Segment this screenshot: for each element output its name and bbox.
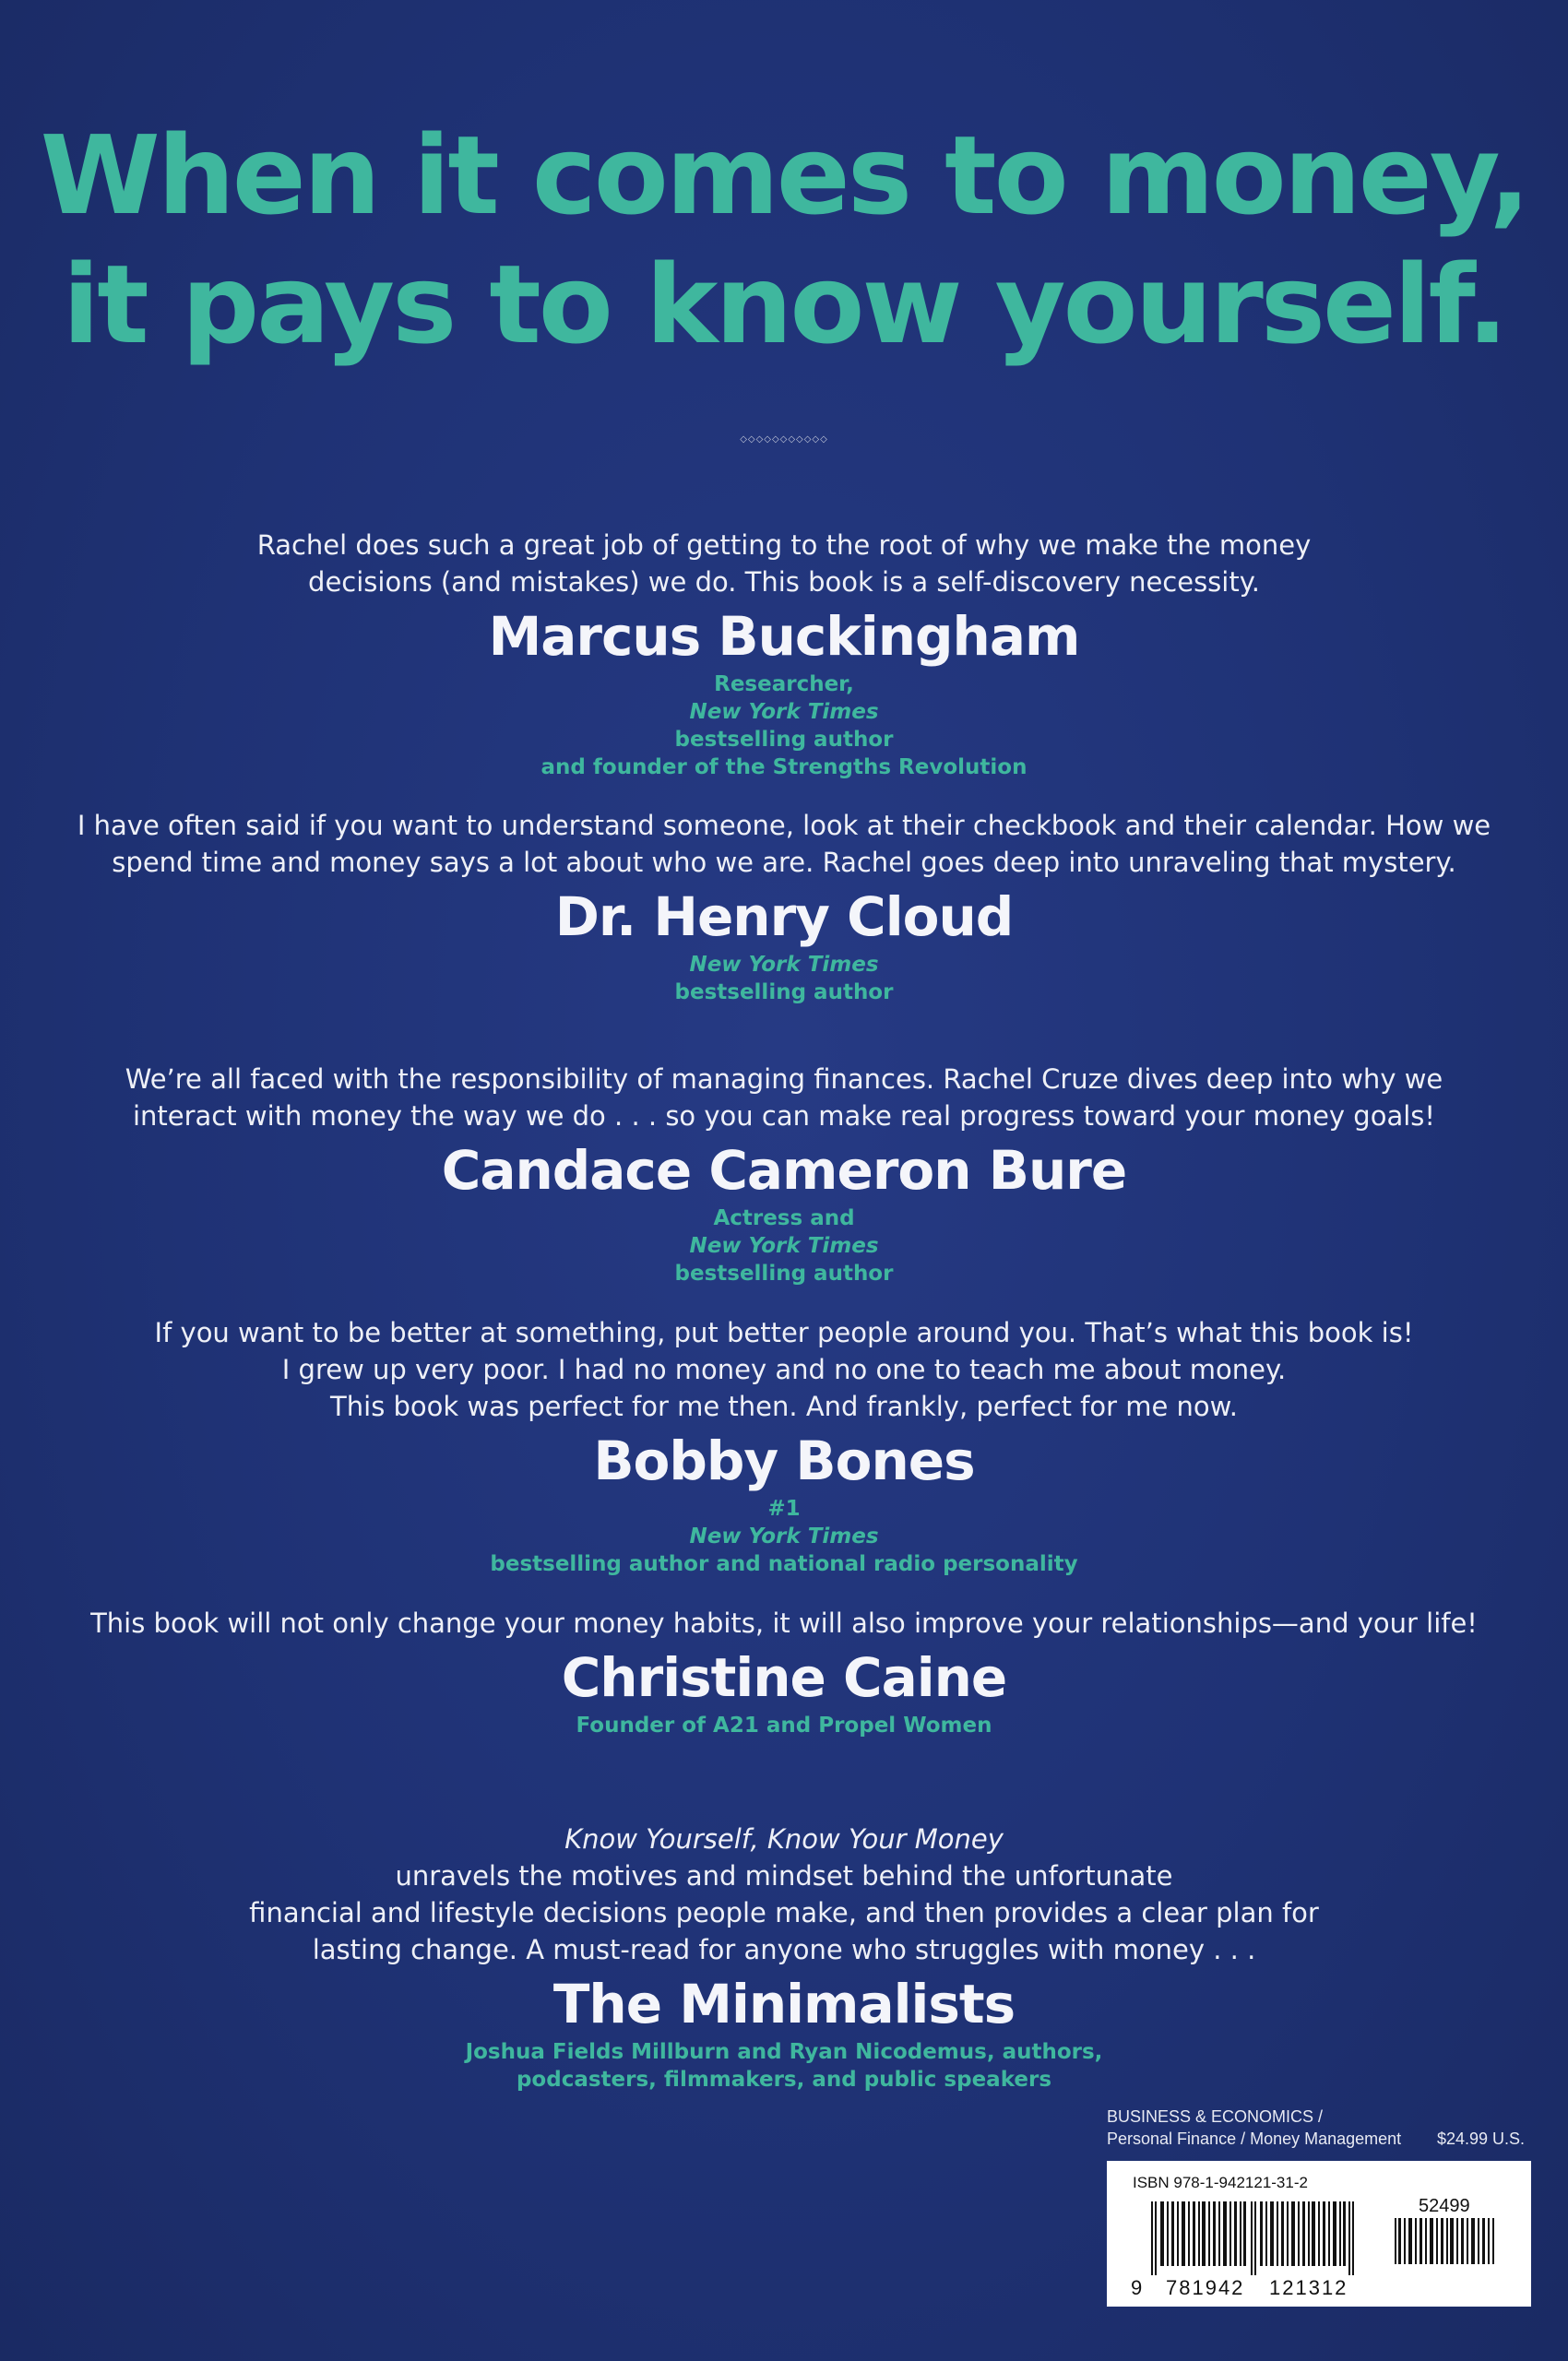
- category-line: Personal Finance / Money Management: [1107, 2130, 1402, 2148]
- title-italic: New York Times: [689, 700, 879, 724]
- title-line: [0, 1495, 1568, 1578]
- title-text: bestselling author and national radio personality: [490, 1552, 1078, 1576]
- quote-line: [0, 1821, 1568, 1894]
- quote-line: Rachel does such a great job of getting to the root of why we make the money: [256, 529, 1312, 561]
- endorser-title: [0, 1204, 1568, 1287]
- title-line: Founder of A21 and Propel Women: [576, 1714, 992, 1738]
- quote-line: lasting change. A must-read for anyone who struggles with money . . .: [312, 1934, 1256, 1965]
- endorser-title: [0, 670, 1568, 781]
- title-line: podcasters, filmmakers, and public speakers: [516, 2068, 1052, 2092]
- quote-line: financial and lifestyle decisions people make, and then provides a clear plan for: [249, 1897, 1319, 1928]
- title-text: bestselling author: [674, 728, 894, 752]
- isbn-label: ISBN 978-1-942121-31-2: [1133, 2174, 1308, 2191]
- endorser-name: The Minimalists: [552, 1973, 1016, 2035]
- blurb-quote: [0, 1821, 1568, 1968]
- ornamental-divider: ◇◇◇◇◇◇◇◇◇◇◇: [740, 434, 828, 445]
- blurb-candace-cameron-bure: [0, 1061, 1568, 1287]
- blurb-quote: [0, 807, 1568, 881]
- category-line: BUSINESS & ECONOMICS /: [1107, 2107, 1324, 2126]
- blurb-henry-cloud: [0, 807, 1568, 1006]
- title-italic: New York Times: [689, 953, 879, 977]
- blurb-quote: [0, 1061, 1568, 1134]
- blurb-quote: [0, 527, 1568, 600]
- blurb-christine-caine: [0, 1605, 1568, 1739]
- title-line: [0, 670, 1568, 753]
- book-title-italic: Know Yourself, Know Your Money: [564, 1823, 1004, 1855]
- barcode-bars: [1151, 2201, 1372, 2275]
- quote-line: If you want to be better at something, put better people around you. That’s what this book is!: [154, 1317, 1414, 1348]
- price-label: $24.99 U.S.: [1437, 2130, 1526, 2148]
- quote-line: spend time and money says a lot about who we are. Rachel goes deep into unraveling that mystery.: [112, 847, 1456, 878]
- title-text: Researcher,: [714, 672, 854, 696]
- title-line: [0, 951, 1568, 1006]
- quote-line: I grew up very poor. I had no money and no one to teach me about money.: [281, 1354, 1287, 1385]
- title-text: bestselling author: [674, 1262, 894, 1286]
- endorser-title: [0, 1495, 1568, 1578]
- title-text: #1: [767, 1497, 801, 1521]
- title-line: Joshua Fields Millburn and Ryan Nicodemus, authors,: [465, 2040, 1103, 2064]
- quote-text: unravels the motives and mindset behind the unfortunate: [395, 1860, 1173, 1892]
- quote-line: This book will not only change your money habits, it will also improve your relationships—and your life!: [90, 1608, 1478, 1639]
- quote-line: I have often said if you want to understand someone, look at their checkbook and their calendar. How we: [77, 810, 1491, 841]
- endorser-title: [0, 951, 1568, 1006]
- barcode-addon-number: 52499: [1419, 2196, 1470, 2216]
- endorser-name: Bobby Bones: [593, 1430, 975, 1492]
- title-text: Actress and: [713, 1206, 855, 1230]
- headline-line-2: it pays to know yourself.: [62, 241, 1506, 368]
- title-line: [0, 1204, 1568, 1287]
- endorser-title: [0, 1712, 1568, 1739]
- blurb-the-minimalists: [0, 1821, 1568, 2094]
- barcode-lead-digit: 9: [1131, 2276, 1143, 2299]
- barcode-right-digits: 121312: [1269, 2276, 1348, 2299]
- quote-line: interact with money the way we do . . . so you can make real progress toward your money goals!: [132, 1100, 1436, 1132]
- barcode-addon-bars: [1395, 2218, 1505, 2264]
- quote-line: decisions (and mistakes) we do. This book is a self-discovery necessity.: [308, 566, 1260, 598]
- blurb-marcus-buckingham: [0, 527, 1568, 781]
- barcode-left-digits: 781942: [1166, 2276, 1245, 2299]
- quote-line: We’re all faced with the responsibility of managing finances. Rachel Cruze dives deep into why we: [125, 1063, 1443, 1095]
- blurb-quote: [0, 1605, 1568, 1642]
- endorser-name: Marcus Buckingham: [488, 605, 1080, 668]
- endorser-name: Dr. Henry Cloud: [554, 885, 1014, 948]
- quote-line: This book was perfect for me then. And frankly, perfect for me now.: [330, 1391, 1238, 1422]
- title-italic: New York Times: [689, 1525, 879, 1548]
- blurb-quote: [0, 1314, 1568, 1425]
- endorser-name: Candace Cameron Bure: [441, 1139, 1127, 1202]
- title-line: and founder of the Strengths Revolution: [540, 755, 1028, 779]
- endorser-title: [0, 2038, 1568, 2094]
- isbn-barcode: [1107, 2161, 1531, 2307]
- title-text: bestselling author: [674, 980, 894, 1004]
- headline: [0, 111, 1568, 369]
- endorser-name: Christine Caine: [561, 1646, 1007, 1709]
- blurb-bobby-bones: [0, 1314, 1568, 1578]
- title-italic: New York Times: [689, 1234, 879, 1258]
- headline-line-1: When it comes to money,: [40, 112, 1528, 239]
